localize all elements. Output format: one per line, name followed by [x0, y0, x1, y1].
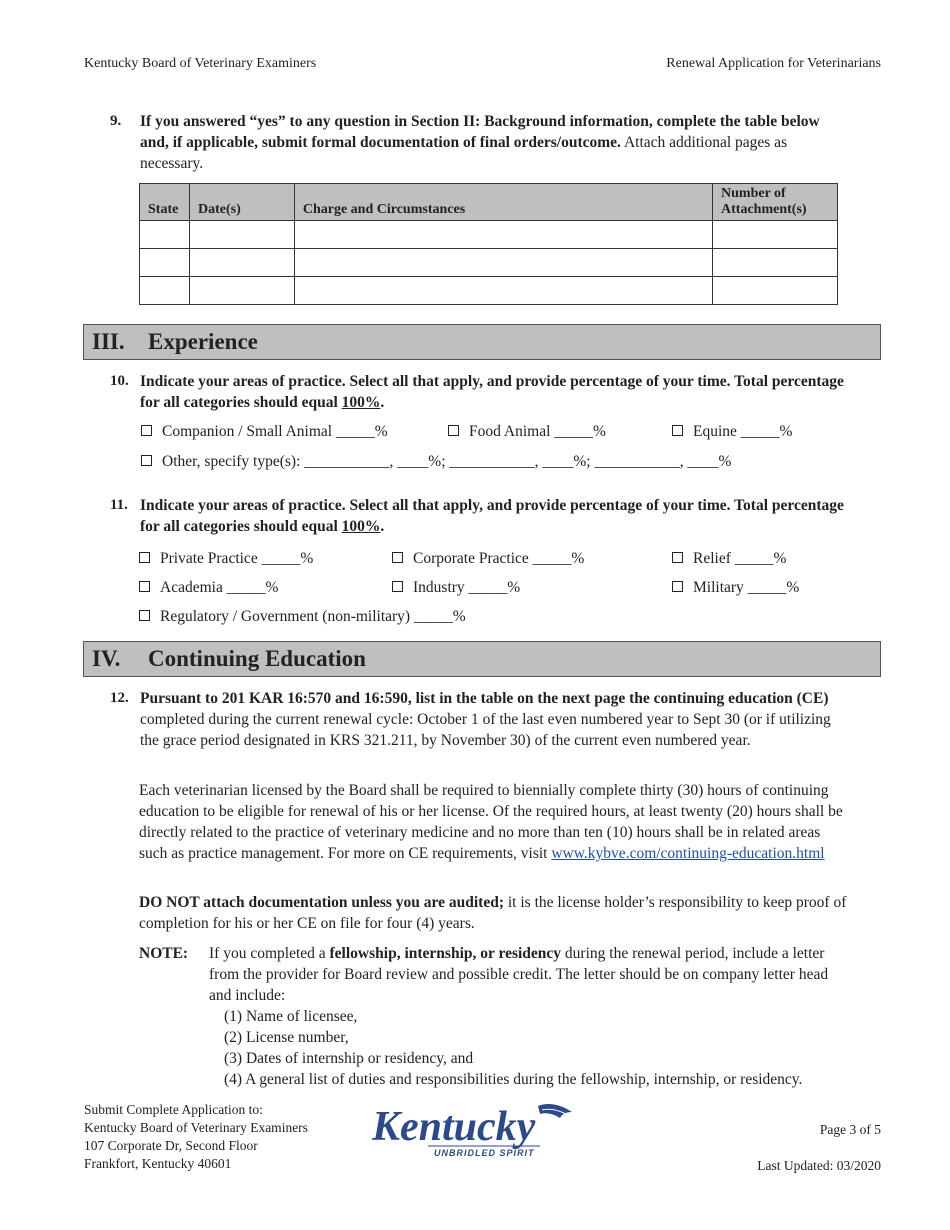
question-11: 11. Indicate your areas of practice. Select all that apply, and provide percentage of your time. Total percentage for all categories should equal 100%. [110, 497, 844, 535]
logo-tagline: UNBRIDLED SPIRIT [434, 1148, 535, 1158]
table-cell[interactable] [294, 221, 712, 249]
table-row [140, 277, 838, 305]
note-paragraph: If you completed a fellowship, internship, or residency during the renewal period, include a letter from the provider for Board review and possible credit. The letter should be on company letter head and include: [209, 945, 829, 1004]
table-cell[interactable] [294, 249, 712, 277]
horse-head-icon [538, 1104, 572, 1118]
question-10: 10. Indicate your areas of practice. Select all that apply, and provide percentage of your time. Total percentage for all categories should equal 100%. [110, 373, 844, 411]
list-item: (4) A general list of duties and responsibilities during the fellowship, internship, or residency. [224, 1071, 803, 1088]
column-header-charge: Charge and Circumstances [294, 184, 712, 221]
page-number: Page 3 of 5 [819, 1122, 881, 1137]
checkbox-icon[interactable] [139, 552, 150, 563]
checkbox-icon[interactable] [672, 552, 683, 563]
last-updated: Last Updated: 03/2020 [757, 1158, 881, 1173]
question-number: 12. [110, 690, 129, 706]
option-other[interactable]: Other, specify type(s): ___________, ____%; ___________, ____%; ___________, ____% [141, 453, 731, 471]
note-list [224, 1006, 864, 1090]
table-cell[interactable] [713, 249, 838, 277]
checkbox-icon[interactable] [139, 610, 150, 621]
column-header-state: State [140, 184, 190, 221]
question-number: 10. [110, 373, 129, 389]
section-heading-experience [83, 324, 881, 360]
section-number: III. [92, 329, 125, 354]
list-item: (3) Dates of internship or residency, and [224, 1050, 474, 1067]
do-not-attach-paragraph: DO NOT attach documentation unless you are audited; it is the license holder’s responsibility to keep proof of completion for his or her CE on file for four (4) years. [139, 894, 847, 932]
option-food-animal[interactable]: Food Animal _____% [448, 423, 606, 441]
list-item: (2) License number, [224, 1029, 349, 1046]
checkbox-icon[interactable] [141, 455, 152, 466]
kentucky-logo [370, 1100, 580, 1160]
table-cell[interactable] [140, 277, 190, 305]
table-cell[interactable] [713, 221, 838, 249]
section-title: Continuing Education [148, 646, 366, 671]
section-title: Experience [148, 329, 258, 354]
table-cell[interactable] [189, 277, 294, 305]
header-left: Kentucky Board of Veterinary Examiners [84, 56, 317, 71]
question-text: Indicate your areas of practice. Select all that apply, and provide percentage of your time. Total percentage for all categories should equal [140, 497, 844, 535]
note-label: NOTE: [139, 945, 189, 962]
question-note: Attach additional pages as necessary. [140, 134, 788, 172]
option-military[interactable]: Military _____% [672, 579, 799, 597]
table-cell[interactable] [189, 249, 294, 277]
ce-link[interactable]: www.kybve.com/continuing-education.html [551, 845, 825, 862]
question-9 [110, 111, 850, 174]
footer-address: Submit Complete Application to: Kentucky Board of Veterinary Examiners 107 Corporate Dr, Second Floor Frankfort, Kentucky 40601 [84, 1102, 308, 1171]
checkbox-icon[interactable] [392, 581, 403, 592]
option-industry[interactable]: Industry _____% [392, 579, 520, 597]
option-corporate-practice[interactable]: Corporate Practice _____% [392, 550, 584, 568]
option-equine[interactable]: Equine _____% [672, 423, 792, 441]
logo-word: Kentucky [372, 1104, 536, 1150]
column-header-attachments: Number of Attachment(s) [713, 184, 838, 221]
do-not-attach-bold: DO NOT attach documentation unless you are audited; [139, 894, 504, 911]
table-row [140, 249, 838, 277]
option-academia[interactable]: Academia _____% [139, 579, 278, 597]
option-companion[interactable]: Companion / Small Animal _____% [141, 423, 388, 441]
table-row [140, 221, 838, 249]
question-body: completed during the current renewal cycle: October 1 of the last even numbered year to Sept 30 (or if utilizing the grace period designated in KRS 321.211, by November 30) of the current even numbered year. [140, 711, 831, 749]
table-cell[interactable] [189, 221, 294, 249]
background-table [139, 183, 838, 305]
question-text: Indicate your areas of practice. Select all that apply, and provide percentage of your time. Total percentage for all categories should equal [140, 373, 844, 411]
checkbox-icon[interactable] [672, 581, 683, 592]
question-number: 11. [110, 497, 128, 513]
option-relief[interactable]: Relief _____% [672, 550, 786, 568]
question-number: 9. [110, 113, 122, 129]
checkbox-icon[interactable] [672, 425, 683, 436]
section-number: IV. [92, 646, 121, 671]
checkbox-icon[interactable] [141, 425, 152, 436]
checkbox-icon[interactable] [448, 425, 459, 436]
question-total: 100% [341, 518, 381, 535]
option-regulatory[interactable]: Regulatory / Government (non-military) _____% [139, 608, 466, 626]
table-cell[interactable] [713, 277, 838, 305]
question-12 [110, 688, 850, 751]
ce-requirements-paragraph: Each veterinarian licensed by the Board shall be required to biennially complete thirty (30) hours of continuing education to be eligible for renewal of his or her license. Of the required hours, at least twenty (20) hours shall be directly related to the practice of veterinary medicine and no more than ten (10) hours shall be in related areas such as practice management. For more on CE requirements, visit www.kybve.com/continuing-education.html [139, 782, 843, 862]
question-total: 100% [341, 394, 381, 411]
question-text: If you answered “yes” to any question in Section II: Background information, complete the table below and, if applicable, submit formal documentation of final orders/outcome. [140, 113, 820, 151]
table-cell[interactable] [140, 221, 190, 249]
option-private-practice[interactable]: Private Practice _____% [139, 550, 313, 568]
list-item: (1) Name of licensee, [224, 1008, 358, 1025]
section-heading-continuing-education [83, 641, 881, 677]
question-text: Pursuant to 201 KAR 16:570 and 16:590, list in the table on the next page the continuing education (CE) [140, 690, 829, 707]
table-cell[interactable] [140, 249, 190, 277]
checkbox-icon[interactable] [139, 581, 150, 592]
checkbox-icon[interactable] [392, 552, 403, 563]
table-cell[interactable] [294, 277, 712, 305]
header-right: Renewal Application for Veterinarians [666, 56, 881, 71]
column-header-dates: Date(s) [189, 184, 294, 221]
